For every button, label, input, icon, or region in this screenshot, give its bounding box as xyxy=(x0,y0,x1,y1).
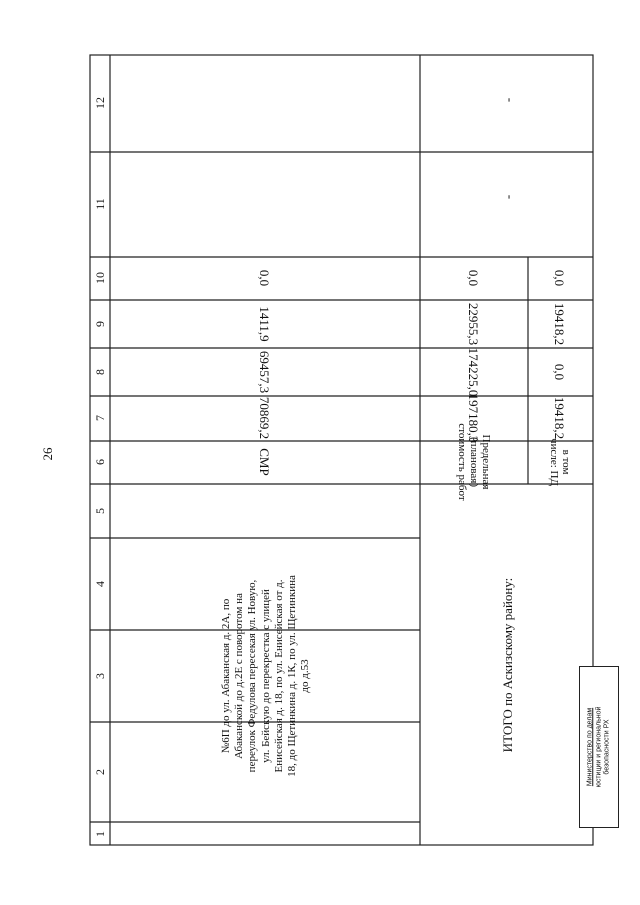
limit-label: Предельная (плановая) стоимость работ xyxy=(456,423,492,501)
column-number: 4 xyxy=(93,581,107,587)
limit-value-col9: 22955,3 xyxy=(466,302,482,346)
route-description: №6П до ул. Абаканская д. 2А, по Абаканской до д.2Е с поворотом на переулок Федулова пересекая ул. Новую, ул. Бейскую до перекрестка с улицей Енисейская д. 18, по ул. Енисейская от д. 18, до Щетинкина д. 1К, по ул. Щетинкина до д.53 xyxy=(220,575,312,777)
pd-value-col9: 19418,2 xyxy=(552,302,568,346)
pd-value-col8: 0,0 xyxy=(552,363,568,381)
limit-value-col12: - xyxy=(499,97,515,103)
column-number: 10 xyxy=(93,272,107,284)
column-number: 3 xyxy=(93,673,107,679)
limit-value-col7: 197180,3 xyxy=(466,393,482,443)
stamp-line-1: Министерство по делам xyxy=(586,707,594,787)
limit-value-col11: - xyxy=(499,194,515,200)
limit-value-col8: 174225,0 xyxy=(466,347,482,397)
column-number: 2 xyxy=(93,769,107,775)
column-number: 7 xyxy=(93,415,107,421)
column-number: 9 xyxy=(93,321,107,327)
total-label: ИТОГО по Аскизскому району: xyxy=(499,577,515,753)
column-number: 8 xyxy=(93,369,107,375)
column-number: 6 xyxy=(93,459,107,465)
column-number: 12 xyxy=(93,97,107,109)
pd-value-col7: 19418,2 xyxy=(552,396,568,440)
pd-value-col10: 0,0 xyxy=(552,269,568,287)
limit-value-col10: 0,0 xyxy=(466,269,482,287)
smr-value-col8: 69457,3 xyxy=(257,350,273,394)
smr-value-col9: 1411,9 xyxy=(257,306,273,342)
pd-label: в том числе: ПД xyxy=(548,438,572,486)
smr-label: СМР xyxy=(257,448,273,476)
smr-value-col7: 70869,2 xyxy=(257,396,273,440)
page-number: 26 xyxy=(40,447,55,461)
stamp-text xyxy=(586,669,612,825)
smr-value-col10: 0,0 xyxy=(257,269,273,287)
stamp-line-3: безопасности РХ xyxy=(603,719,611,775)
column-number: 5 xyxy=(93,508,107,514)
ministry-stamp xyxy=(579,666,619,828)
column-number: 11 xyxy=(93,198,107,210)
column-number: 1 xyxy=(93,831,107,837)
stamp-line-2: юстиции и региональной xyxy=(594,706,602,788)
